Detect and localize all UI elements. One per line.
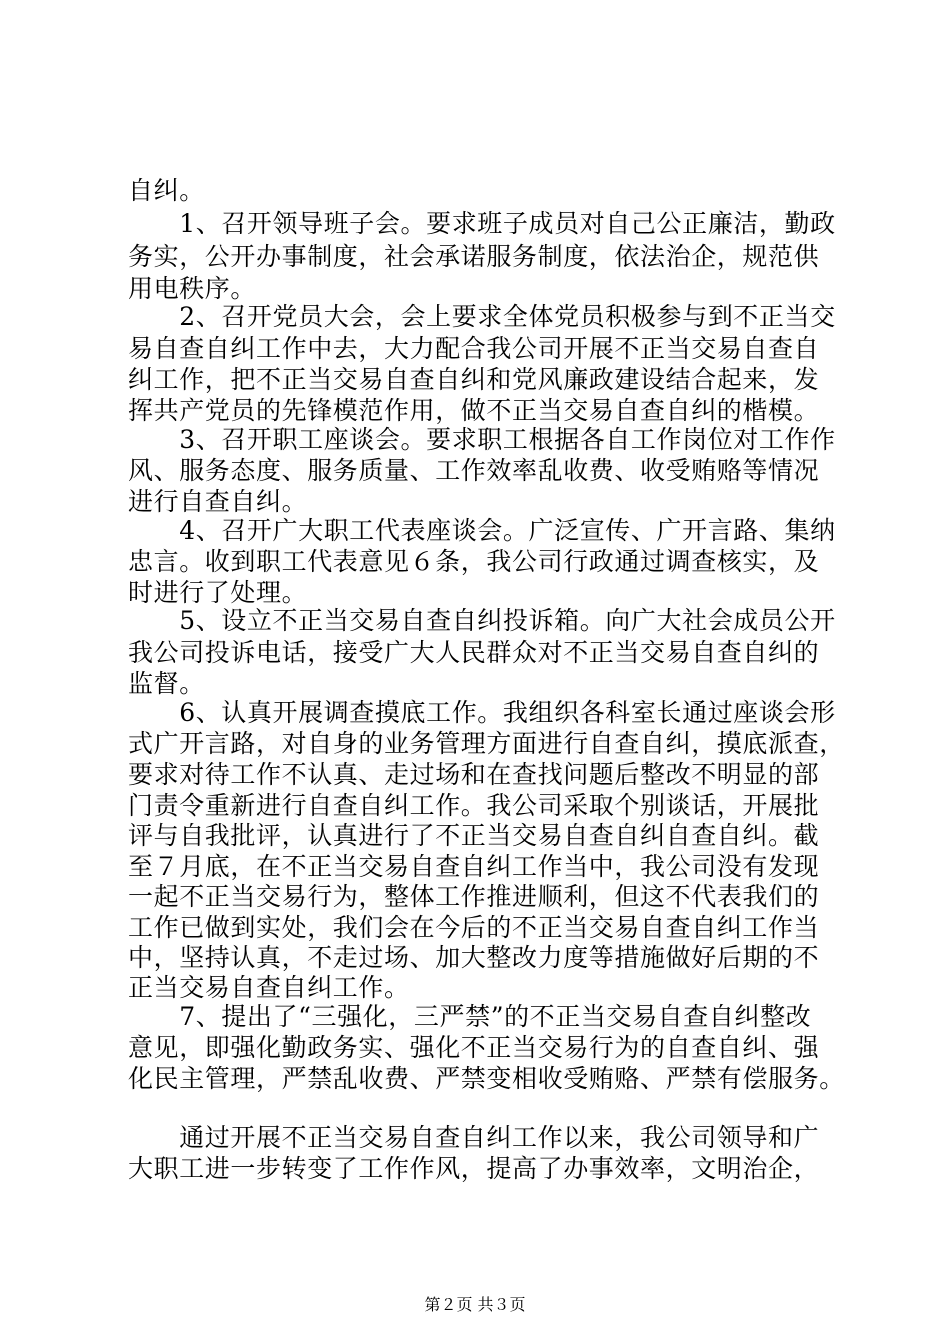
text-line: 2、召开党员大会，会上要求全体党员积极参与到不正当交 [128, 302, 836, 331]
text-line: 风、服务态度、服务质量、工作效率乱收费、收受贿赂等情况 [128, 456, 820, 485]
text-line: 4、召开广大职工代表座谈会。广泛宣传、广开言路、集纳 [128, 516, 836, 545]
page-footer: 第２页 共３页 [424, 1295, 526, 1314]
text-line: 纠工作，把不正当交易自查自纠和党风廉政建设结合起来，发 [128, 365, 820, 394]
text-line: 评与自我批评，认真进行了不正当交易自查自纠自查自纠。截 [128, 821, 820, 850]
text-line: 务实，公开办事制度，社会承诺服务制度，依法治企，规范供 [128, 242, 820, 271]
text-line: 至７月底，在不正当交易自查自纠工作当中，我公司没有发现 [128, 852, 820, 881]
text-line: 进行自查自纠。 [128, 487, 308, 516]
text-line: 工作已做到实处，我们会在今后的不正当交易自查自纠工作当 [128, 913, 820, 942]
text-line: 要求对待工作不认真、走过场和在查找问题后整改不明显的部 [128, 760, 820, 789]
text-line: 监督。 [128, 669, 205, 698]
text-line: 自纠。 [128, 176, 205, 205]
text-line: 5、设立不正当交易自查自纠投诉箱。向广大社会成员公开 [128, 606, 836, 635]
text-line: 3、召开职工座谈会。要求职工根据各自工作岗位对工作作 [128, 425, 836, 454]
text-line: 用电秩序。 [128, 274, 257, 303]
text-line: 时进行了处理。 [128, 578, 308, 607]
text-line: 中，坚持认真，不走过场、加大整改力度等措施做好后期的不 [128, 943, 820, 972]
text-line: 通过开展不正当交易自查自纠工作以来，我公司领导和广 [128, 1123, 820, 1152]
text-line: 易自查自纠工作中去，大力配合我公司开展不正当交易自查自 [128, 334, 820, 363]
text-line: 6、认真开展调查摸底工作。我组织各科室长通过座谈会形 [128, 698, 836, 727]
text-line: 1、召开领导班子会。要求班子成员对自己公正廉洁，勤政 [128, 209, 836, 238]
text-line: 意见，即强化勤政务实、强化不正当交易行为的自查自纠、强 [128, 1033, 820, 1062]
text-line: 挥共产党员的先锋模范作用，做不正当交易自查自纠的楷模。 [128, 396, 820, 425]
text-line: 化民主管理，严禁乱收费、严禁变相收受贿赂、严禁有偿服务。 [128, 1064, 845, 1093]
text-line: 门责令重新进行自查自纠工作。我公司采取个别谈话，开展批 [128, 791, 820, 820]
text-line: 式广开言路，对自身的业务管理方面进行自查自纠，摸底派查， [128, 729, 845, 758]
text-line: 7、提出了“三强化，三严禁”的不正当交易自查自纠整改 [128, 1002, 812, 1031]
text-line: 一起不正当交易行为，整体工作推进顺利，但这不代表我们的 [128, 882, 820, 911]
text-line: 我公司投诉电话，接受广大人民群众对不正当交易自查自纠的 [128, 638, 820, 667]
text-line: 正当交易自查自纠工作。 [128, 973, 410, 1002]
text-line: 大职工进一步转变了工作作风，提高了办事效率，文明治企， [128, 1154, 820, 1183]
text-line: 忠言。收到职工代表意见６条，我公司行政通过调查核实，及 [128, 547, 820, 576]
